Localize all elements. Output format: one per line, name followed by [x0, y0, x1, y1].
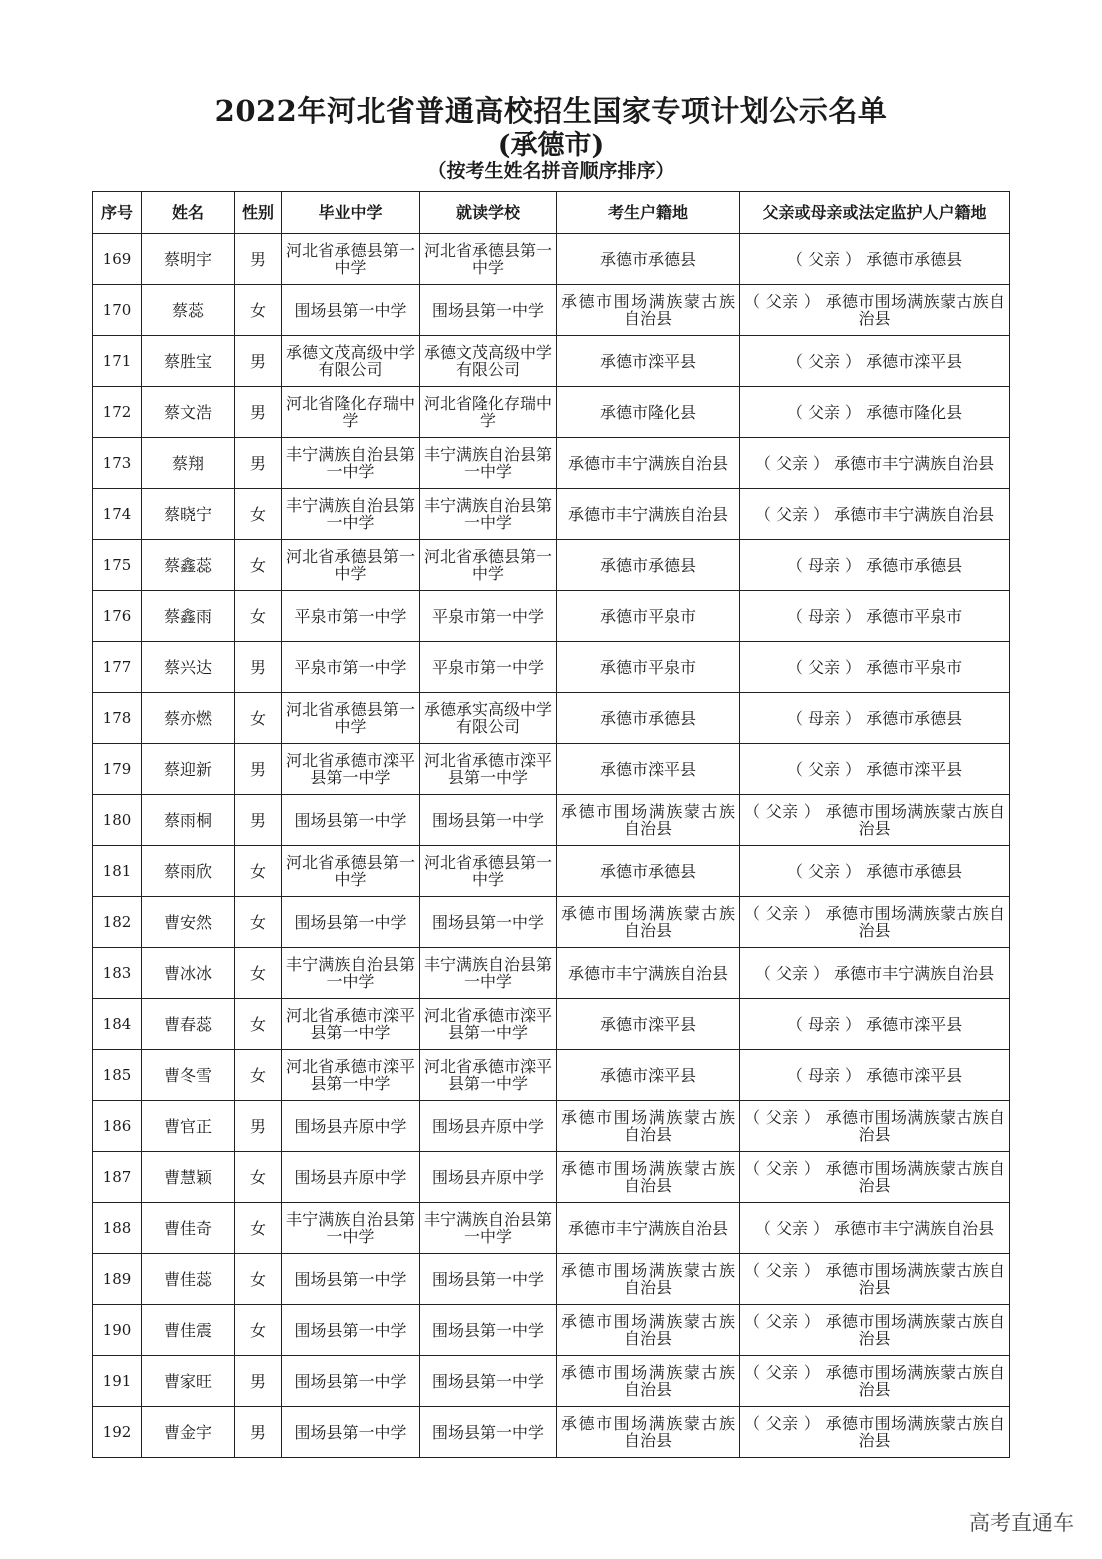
cell-current-school: 河北省承德县第一中学	[420, 846, 557, 897]
cell-guardian-registration: （ 母亲 ） 承德市平泉市	[740, 591, 1010, 642]
cell-household-registration: 承德市围场满族蒙古族自治县	[557, 1356, 740, 1407]
cell-current-school: 平泉市第一中学	[420, 591, 557, 642]
header-gender: 性别	[235, 192, 282, 234]
cell-gender: 男	[235, 642, 282, 693]
cell-current-school: 平泉市第一中学	[420, 642, 557, 693]
cell-name: 曹家旺	[142, 1356, 235, 1407]
table-row	[93, 1254, 1010, 1305]
cell-serial: 180	[93, 795, 142, 846]
cell-serial: 182	[93, 897, 142, 948]
cell-serial: 178	[93, 693, 142, 744]
table-row	[93, 1407, 1010, 1458]
cell-name: 曹佳奇	[142, 1203, 235, 1254]
cell-current-school: 承德文茂高级中学有限公司	[420, 336, 557, 387]
cell-guardian-registration: （ 父亲 ） 承德市围场满族蒙古族自治县	[740, 1356, 1010, 1407]
cell-current-school: 围场县卉原中学	[420, 1152, 557, 1203]
cell-name: 蔡兴达	[142, 642, 235, 693]
cell-gender: 男	[235, 438, 282, 489]
cell-current-school: 河北省承德市滦平县第一中学	[420, 744, 557, 795]
table-row	[93, 234, 1010, 285]
table-row	[93, 387, 1010, 438]
cell-graduated-school: 平泉市第一中学	[282, 591, 420, 642]
table-row	[93, 948, 1010, 999]
table-row	[93, 897, 1010, 948]
cell-name: 曹佳震	[142, 1305, 235, 1356]
cell-serial: 169	[93, 234, 142, 285]
cell-name: 曹金宇	[142, 1407, 235, 1458]
cell-gender: 女	[235, 540, 282, 591]
cell-serial: 184	[93, 999, 142, 1050]
cell-name: 蔡翔	[142, 438, 235, 489]
cell-household-registration: 承德市承德县	[557, 846, 740, 897]
cell-serial: 190	[93, 1305, 142, 1356]
cell-gender: 女	[235, 999, 282, 1050]
cell-gender: 男	[235, 744, 282, 795]
cell-household-registration: 承德市围场满族蒙古族自治县	[557, 897, 740, 948]
cell-guardian-registration: （ 父亲 ） 承德市围场满族蒙古族自治县	[740, 795, 1010, 846]
cell-name: 蔡雨桐	[142, 795, 235, 846]
cell-household-registration: 承德市围场满族蒙古族自治县	[557, 1101, 740, 1152]
cell-serial: 176	[93, 591, 142, 642]
cell-household-registration: 承德市丰宁满族自治县	[557, 489, 740, 540]
cell-guardian-registration: （ 父亲 ） 承德市围场满族蒙古族自治县	[740, 285, 1010, 336]
cell-household-registration: 承德市滦平县	[557, 999, 740, 1050]
watermark: 高考直通车	[969, 1511, 1074, 1535]
cell-graduated-school: 丰宁满族自治县第一中学	[282, 1203, 420, 1254]
cell-graduated-school: 丰宁满族自治县第一中学	[282, 948, 420, 999]
cell-household-registration: 承德市围场满族蒙古族自治县	[557, 1305, 740, 1356]
cell-household-registration: 承德市围场满族蒙古族自治县	[557, 285, 740, 336]
cell-serial: 192	[93, 1407, 142, 1458]
cell-graduated-school: 河北省承德县第一中学	[282, 693, 420, 744]
cell-gender: 男	[235, 1407, 282, 1458]
cell-graduated-school: 丰宁满族自治县第一中学	[282, 489, 420, 540]
cell-current-school: 围场县第一中学	[420, 1407, 557, 1458]
cell-gender: 男	[235, 387, 282, 438]
cell-current-school: 河北省承德市滦平县第一中学	[420, 1050, 557, 1101]
cell-gender: 男	[235, 1101, 282, 1152]
cell-current-school: 围场县第一中学	[420, 1356, 557, 1407]
cell-serial: 171	[93, 336, 142, 387]
cell-current-school: 围场县卉原中学	[420, 1101, 557, 1152]
table-row	[93, 693, 1010, 744]
admissions-table	[92, 191, 1010, 1458]
table-row	[93, 1050, 1010, 1101]
cell-household-registration: 承德市承德县	[557, 540, 740, 591]
cell-current-school: 丰宁满族自治县第一中学	[420, 1203, 557, 1254]
cell-guardian-registration: （ 父亲 ） 承德市滦平县	[740, 744, 1010, 795]
header-current-school: 就读学校	[420, 192, 557, 234]
cell-current-school: 承德承实高级中学有限公司	[420, 693, 557, 744]
cell-current-school: 围场县第一中学	[420, 897, 557, 948]
cell-gender: 女	[235, 1152, 282, 1203]
cell-name: 蔡鑫蕊	[142, 540, 235, 591]
cell-guardian-registration: （ 父亲 ） 承德市围场满族蒙古族自治县	[740, 1101, 1010, 1152]
cell-guardian-registration: （ 父亲 ） 承德市围场满族蒙古族自治县	[740, 897, 1010, 948]
cell-graduated-school: 河北省承德县第一中学	[282, 846, 420, 897]
cell-graduated-school: 围场县第一中学	[282, 1407, 420, 1458]
cell-household-registration: 承德市丰宁满族自治县	[557, 1203, 740, 1254]
cell-guardian-registration: （ 父亲 ） 承德市滦平县	[740, 336, 1010, 387]
cell-graduated-school: 围场县第一中学	[282, 1356, 420, 1407]
header-serial: 序号	[93, 192, 142, 234]
cell-guardian-registration: （ 父亲 ） 承德市围场满族蒙古族自治县	[740, 1407, 1010, 1458]
table-row	[93, 438, 1010, 489]
cell-graduated-school: 河北省承德市滦平县第一中学	[282, 744, 420, 795]
table-row	[93, 285, 1010, 336]
cell-gender: 女	[235, 1254, 282, 1305]
cell-current-school: 围场县第一中学	[420, 285, 557, 336]
cell-household-registration: 承德市滦平县	[557, 1050, 740, 1101]
cell-serial: 175	[93, 540, 142, 591]
table-row	[93, 999, 1010, 1050]
table-row	[93, 540, 1010, 591]
table-row	[93, 336, 1010, 387]
cell-name: 曹春蕊	[142, 999, 235, 1050]
cell-guardian-registration: （ 父亲 ） 承德市丰宁满族自治县	[740, 438, 1010, 489]
cell-name: 曹慧颖	[142, 1152, 235, 1203]
cell-graduated-school: 围场县第一中学	[282, 1305, 420, 1356]
table-row	[93, 1305, 1010, 1356]
cell-guardian-registration: （ 父亲 ） 承德市围场满族蒙古族自治县	[740, 1305, 1010, 1356]
cell-name: 蔡鑫雨	[142, 591, 235, 642]
cell-serial: 187	[93, 1152, 142, 1203]
cell-name: 曹冰冰	[142, 948, 235, 999]
cell-serial: 170	[93, 285, 142, 336]
table-row	[93, 846, 1010, 897]
cell-household-registration: 承德市平泉市	[557, 591, 740, 642]
cell-serial: 181	[93, 846, 142, 897]
table-row	[93, 1152, 1010, 1203]
cell-graduated-school: 河北省承德县第一中学	[282, 540, 420, 591]
document-sort-note: （按考生姓名拼音顺序排序）	[427, 160, 675, 182]
cell-name: 曹佳蕊	[142, 1254, 235, 1305]
cell-current-school: 丰宁满族自治县第一中学	[420, 948, 557, 999]
cell-household-registration: 承德市丰宁满族自治县	[557, 438, 740, 489]
cell-graduated-school: 河北省承德县第一中学	[282, 234, 420, 285]
cell-name: 蔡迎新	[142, 744, 235, 795]
table-row	[93, 744, 1010, 795]
cell-graduated-school: 围场县第一中学	[282, 285, 420, 336]
cell-current-school: 河北省承德县第一中学	[420, 540, 557, 591]
document-subtitle-city: (承德市)	[497, 130, 605, 161]
cell-name: 蔡胜宝	[142, 336, 235, 387]
cell-gender: 男	[235, 336, 282, 387]
cell-graduated-school: 围场县卉原中学	[282, 1152, 420, 1203]
cell-household-registration: 承德市围场满族蒙古族自治县	[557, 1254, 740, 1305]
cell-household-registration: 承德市围场满族蒙古族自治县	[557, 1407, 740, 1458]
cell-name: 蔡亦燃	[142, 693, 235, 744]
cell-graduated-school: 围场县第一中学	[282, 795, 420, 846]
cell-current-school: 围场县第一中学	[420, 1254, 557, 1305]
cell-guardian-registration: （ 父亲 ） 承德市丰宁满族自治县	[740, 1203, 1010, 1254]
cell-name: 曹安然	[142, 897, 235, 948]
cell-serial: 191	[93, 1356, 142, 1407]
cell-name: 蔡雨欣	[142, 846, 235, 897]
cell-current-school: 丰宁满族自治县第一中学	[420, 489, 557, 540]
cell-gender: 女	[235, 1203, 282, 1254]
cell-gender: 男	[235, 795, 282, 846]
cell-gender: 女	[235, 1050, 282, 1101]
cell-guardian-registration: （ 父亲 ） 承德市平泉市	[740, 642, 1010, 693]
cell-household-registration: 承德市滦平县	[557, 744, 740, 795]
header-graduated-school: 毕业中学	[282, 192, 420, 234]
cell-gender: 女	[235, 285, 282, 336]
cell-household-registration: 承德市围场满族蒙古族自治县	[557, 1152, 740, 1203]
cell-current-school: 围场县第一中学	[420, 1305, 557, 1356]
cell-gender: 男	[235, 234, 282, 285]
cell-gender: 女	[235, 693, 282, 744]
cell-gender: 女	[235, 591, 282, 642]
cell-current-school: 围场县第一中学	[420, 795, 557, 846]
cell-graduated-school: 围场县第一中学	[282, 1254, 420, 1305]
table-row	[93, 1356, 1010, 1407]
cell-graduated-school: 围场县第一中学	[282, 897, 420, 948]
cell-name: 蔡文浩	[142, 387, 235, 438]
cell-serial: 179	[93, 744, 142, 795]
cell-gender: 女	[235, 489, 282, 540]
cell-current-school: 丰宁满族自治县第一中学	[420, 438, 557, 489]
cell-graduated-school: 河北省承德市滦平县第一中学	[282, 999, 420, 1050]
cell-guardian-registration: （ 父亲 ） 承德市承德县	[740, 846, 1010, 897]
cell-serial: 188	[93, 1203, 142, 1254]
cell-graduated-school: 围场县卉原中学	[282, 1101, 420, 1152]
cell-household-registration: 承德市平泉市	[557, 642, 740, 693]
cell-guardian-registration: （ 父亲 ） 承德市围场满族蒙古族自治县	[740, 1152, 1010, 1203]
table-row	[93, 795, 1010, 846]
cell-serial: 183	[93, 948, 142, 999]
cell-guardian-registration: （ 母亲 ） 承德市承德县	[740, 693, 1010, 744]
table-row	[93, 642, 1010, 693]
cell-guardian-registration: （ 父亲 ） 承德市承德县	[740, 234, 1010, 285]
cell-serial: 186	[93, 1101, 142, 1152]
table-row	[93, 489, 1010, 540]
cell-current-school: 河北省隆化存瑞中学	[420, 387, 557, 438]
cell-serial: 189	[93, 1254, 142, 1305]
cell-name: 曹官正	[142, 1101, 235, 1152]
cell-guardian-registration: （ 父亲 ） 承德市围场满族蒙古族自治县	[740, 1254, 1010, 1305]
document-title: 2022年河北省普通高校招生国家专项计划公示名单	[214, 94, 888, 128]
cell-name: 蔡蕊	[142, 285, 235, 336]
cell-name: 曹冬雪	[142, 1050, 235, 1101]
cell-current-school: 河北省承德县第一中学	[420, 234, 557, 285]
cell-serial: 177	[93, 642, 142, 693]
table-header-row	[93, 192, 1010, 234]
cell-serial: 185	[93, 1050, 142, 1101]
cell-serial: 172	[93, 387, 142, 438]
cell-graduated-school: 丰宁满族自治县第一中学	[282, 438, 420, 489]
header-guardian-registration: 父亲或母亲或法定监护人户籍地	[740, 192, 1010, 234]
table-row	[93, 1203, 1010, 1254]
cell-household-registration: 承德市隆化县	[557, 387, 740, 438]
cell-serial: 174	[93, 489, 142, 540]
cell-guardian-registration: （ 父亲 ） 承德市丰宁满族自治县	[740, 489, 1010, 540]
cell-current-school: 河北省承德市滦平县第一中学	[420, 999, 557, 1050]
cell-guardian-registration: （ 母亲 ） 承德市滦平县	[740, 1050, 1010, 1101]
header-name: 姓名	[142, 192, 235, 234]
cell-gender: 女	[235, 948, 282, 999]
cell-name: 蔡明宇	[142, 234, 235, 285]
table-row	[93, 591, 1010, 642]
cell-graduated-school: 河北省承德市滦平县第一中学	[282, 1050, 420, 1101]
cell-guardian-registration: （ 父亲 ） 承德市隆化县	[740, 387, 1010, 438]
cell-name: 蔡晓宁	[142, 489, 235, 540]
cell-gender: 男	[235, 1356, 282, 1407]
header-household-registration: 考生户籍地	[557, 192, 740, 234]
cell-gender: 女	[235, 1305, 282, 1356]
cell-guardian-registration: （ 父亲 ） 承德市丰宁满族自治县	[740, 948, 1010, 999]
cell-serial: 173	[93, 438, 142, 489]
cell-graduated-school: 承德文茂高级中学有限公司	[282, 336, 420, 387]
table-row	[93, 1101, 1010, 1152]
cell-graduated-school: 河北省隆化存瑞中学	[282, 387, 420, 438]
cell-household-registration: 承德市丰宁满族自治县	[557, 948, 740, 999]
cell-guardian-registration: （ 母亲 ） 承德市承德县	[740, 540, 1010, 591]
cell-graduated-school: 平泉市第一中学	[282, 642, 420, 693]
cell-guardian-registration: （ 母亲 ） 承德市滦平县	[740, 999, 1010, 1050]
cell-household-registration: 承德市滦平县	[557, 336, 740, 387]
cell-household-registration: 承德市围场满族蒙古族自治县	[557, 795, 740, 846]
cell-gender: 女	[235, 897, 282, 948]
cell-household-registration: 承德市承德县	[557, 234, 740, 285]
cell-gender: 女	[235, 846, 282, 897]
cell-household-registration: 承德市承德县	[557, 693, 740, 744]
